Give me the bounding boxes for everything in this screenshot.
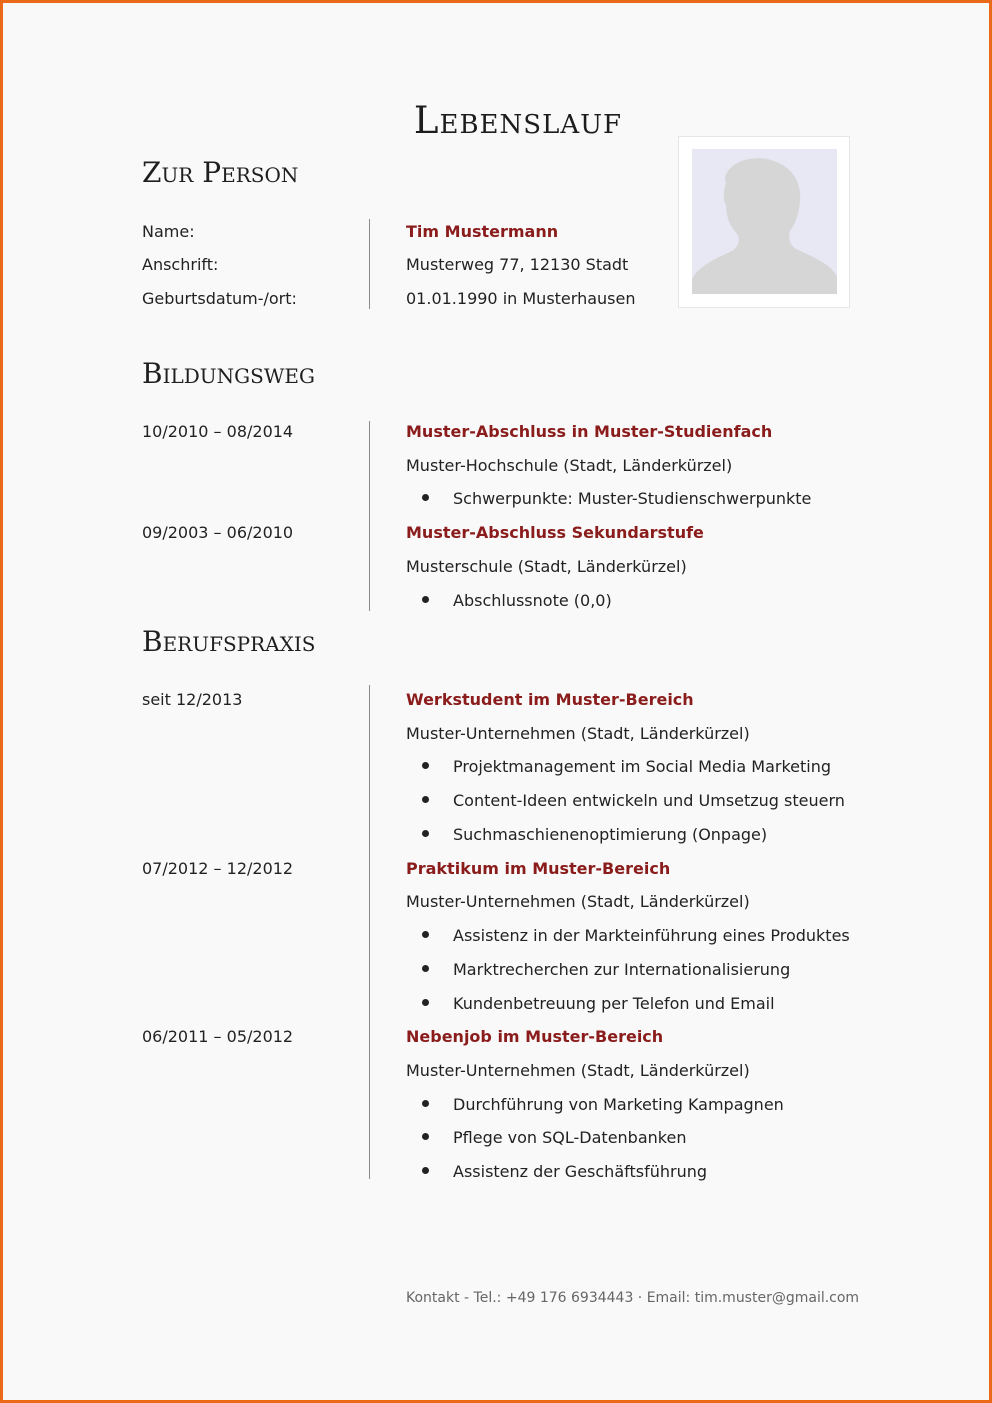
bullet-icon: [422, 999, 429, 1006]
list-item: Suchmaschienenoptimierung (Onpage): [422, 825, 767, 844]
contact-footer: Kontakt - Tel.: +49 176 6934443 · Email: tim.muster@gmail.com: [406, 1290, 860, 1306]
job-title: Praktikum im Muster-Bereich: [406, 859, 671, 878]
list-item: Pflege von SQL-Datenbanken: [422, 1128, 686, 1147]
list-item: Durchführung von Marketing Kampagnen: [422, 1095, 784, 1114]
job-title: Nebenjob im Muster-Bereich: [406, 1027, 664, 1046]
profile-photo: [678, 136, 850, 308]
job-title: Werkstudent im Muster-Bereich: [406, 690, 694, 709]
section-heading-education: Bildungsweg: [142, 357, 315, 390]
job-date: 06/2011 – 05/2012: [142, 1027, 294, 1046]
list-item: Abschlussnote (0,0): [422, 591, 612, 610]
divider-line-experience: [369, 685, 370, 1179]
label-birth: Geburtsdatum-/ort:: [142, 289, 297, 308]
job-date: seit 12/2013: [142, 690, 243, 709]
education-title: Muster-Abschluss Sekundarstufe: [406, 523, 704, 542]
bullet-icon: [422, 596, 429, 603]
bullet-icon: [422, 494, 429, 501]
label-name: Name:: [142, 222, 195, 241]
bullet-icon: [422, 965, 429, 972]
list-item: Marktrecherchen zur Internationalisierung: [422, 960, 790, 979]
education-institution: Musterschule (Stadt, Länderkürzel): [406, 557, 687, 576]
label-address: Anschrift:: [142, 255, 219, 274]
education-date: 09/2003 – 06/2010: [142, 523, 294, 542]
bullet-icon: [422, 1100, 429, 1107]
education-institution: Muster-Hochschule (Stadt, Länderkürzel): [406, 456, 733, 475]
job-date: 07/2012 – 12/2012: [142, 859, 294, 878]
value-name: Tim Mustermann: [406, 222, 559, 241]
list-item: Schwerpunkte: Muster-Studienschwerpunkte: [422, 489, 811, 508]
list-item: Assistenz in der Markteinführung eines Produktes: [422, 926, 850, 945]
page-title: Lebenslauf: [413, 99, 623, 142]
job-company: Muster-Unternehmen (Stadt, Länderkürzel): [406, 1061, 750, 1080]
bullet-icon: [422, 830, 429, 837]
value-address: Musterweg 77, 12130 Stadt: [406, 255, 629, 274]
bullet-icon: [422, 1133, 429, 1140]
list-item: Projektmanagement im Social Media Marketing: [422, 757, 831, 776]
value-birth: 01.01.1990 in Musterhausen: [406, 289, 636, 308]
person-silhouette-icon: [692, 149, 837, 294]
list-item: Assistenz der Geschäftsführung: [422, 1162, 707, 1181]
job-company: Muster-Unternehmen (Stadt, Länderkürzel): [406, 724, 750, 743]
list-item: Content-Ideen entwickeln und Umsetzug steuern: [422, 791, 845, 810]
divider-line-education: [369, 421, 370, 611]
list-item: Kundenbetreuung per Telefon und Email: [422, 994, 775, 1013]
bullet-icon: [422, 796, 429, 803]
education-title: Muster-Abschluss in Muster-Studienfach: [406, 422, 773, 441]
education-date: 10/2010 – 08/2014: [142, 422, 294, 441]
divider-line-person: [369, 219, 370, 309]
section-heading-experience: Berufspraxis: [142, 625, 316, 658]
bullet-icon: [422, 762, 429, 769]
job-company: Muster-Unternehmen (Stadt, Länderkürzel): [406, 892, 750, 911]
bullet-icon: [422, 1167, 429, 1174]
section-heading-person: Zur Person: [142, 156, 299, 189]
bullet-icon: [422, 931, 429, 938]
